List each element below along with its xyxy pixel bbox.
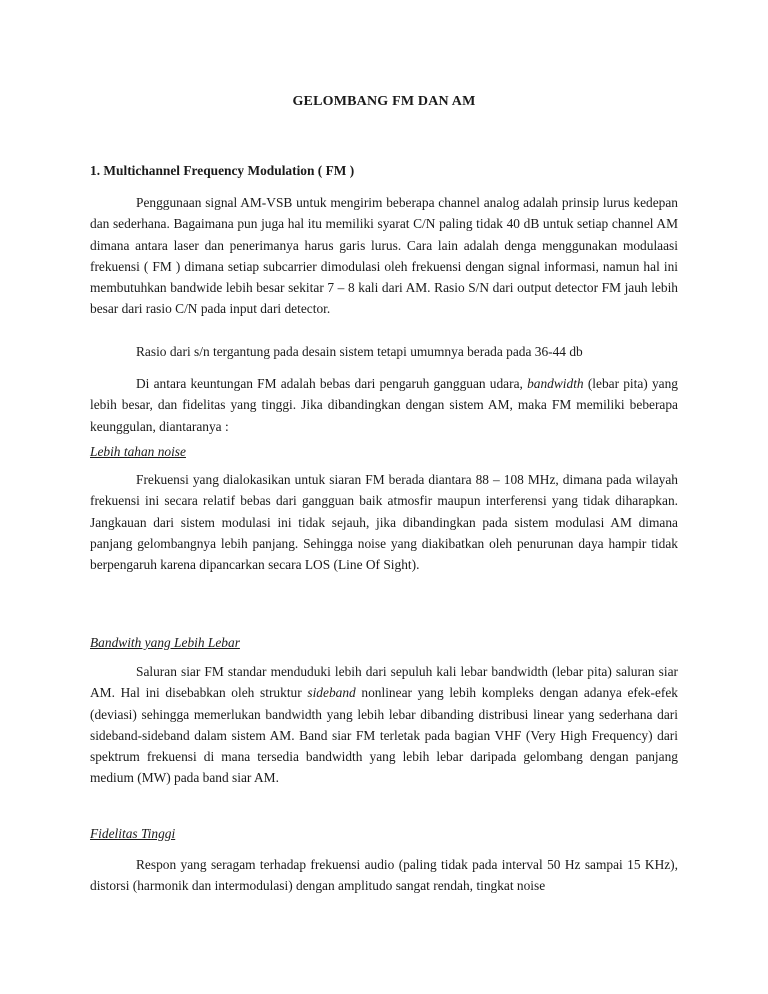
section-1-paragraph-3	[90, 373, 678, 437]
paragraph-text: Di antara keuntungan FM adalah bebas dari pengaruh gangguan udara,	[136, 376, 528, 391]
fidelity-paragraph: Respon yang seragam terhadap frekuensi audio (paling tidak pada interval 50 Hz sampai 15 KHz), distorsi (harmonik dan intermodulasi) dengan amplitudo sangat rendah, tingkat noise	[90, 857, 678, 894]
italic-term: sideband	[307, 685, 356, 701]
section-1-heading: 1. Multichannel Frequency Modulation ( FM )	[90, 163, 355, 178]
subheading-bandwidth: Bandwith yang Lebih Lebar	[90, 635, 240, 650]
subheading-noise: Lebih tahan noise	[90, 444, 186, 459]
paragraph-text: (lebar pita) yang lebih besar, dan fidelitas yang tinggi. Jika dibandingkan dengan sistem AM, maka FM memiliki beberapa keunggulan, diantaranya :	[90, 376, 678, 434]
section-1-paragraph-1: Penggunaan signal AM-VSB untuk mengirim beberapa channel analog adalah prinsip lurus kedepan dan sederhana. Bagaimana pun juga hal itu memiliki syarat C/N paling tidak 40 dB untuk setiap channel AM dimana antara laser dan penerimanya harus garis lurus. Cara lain adalah denga menggunakan modulaasi frekuensi ( FM ) dimana setiap subcarrier dimodulasi oleh frekuensi dengan signal informasi, namun hal ini membutuhkan bandwide lebih besar sekitar 7 – 8 kali dari AM. Rasio S/N dari output detector FM jauh lebih besar dari rasio C/N pada input dari detector.	[90, 195, 678, 317]
document-title: GELOMBANG FM DAN AM	[292, 94, 476, 109]
paragraph-text: nonlinear yang lebih kompleks dengan adanya efek-efek (deviasi) sehingga memerlukan bandwidth yang lebih lebar dibanding distribusi linear yang sederhana dari sideband-sideband dalam sistem AM. Band siar FM terletak pada bagian VHF (Very High Frequency) dari spektrum frekuensi di mana tersedia bandwidth yang lebih lebar daripada gelombang dengan panjang medium (MW) pada band siar AM.	[90, 685, 678, 786]
bandwidth-paragraph	[90, 661, 678, 789]
paragraph-text: Saluran siar FM standar menduduki lebih dari sepuluh kali lebar bandwidth (lebar pita) saluran siar AM. Hal ini disebabkan oleh struktur	[90, 664, 678, 701]
subheading-fidelity: Fidelitas Tinggi	[90, 826, 176, 841]
noise-paragraph: Frekuensi yang dialokasikan untuk siaran FM berada diantara 88 – 108 MHz, dimana pada wilayah frekuensi ini secara relatif bebas dari gangguan baik atmosfir maupun interferensi yang tidak diharapkan. Jangkauan dari sistem modulasi ini tidak sejauh, jika dibandingkan pada sistem modulasi AM dimana panjang gelombangnya lebih panjang. Sehingga noise yang diakibatkan oleh penurunan daya hampir tidak berpengaruh karena dipancarkan secara LOS (Line Of Sight).	[90, 472, 678, 573]
italic-term: bandwidth	[527, 376, 584, 391]
section-1-paragraph-2: Rasio dari s/n tergantung pada desain sistem tetapi umumnya berada pada 36-44 db	[136, 344, 583, 359]
